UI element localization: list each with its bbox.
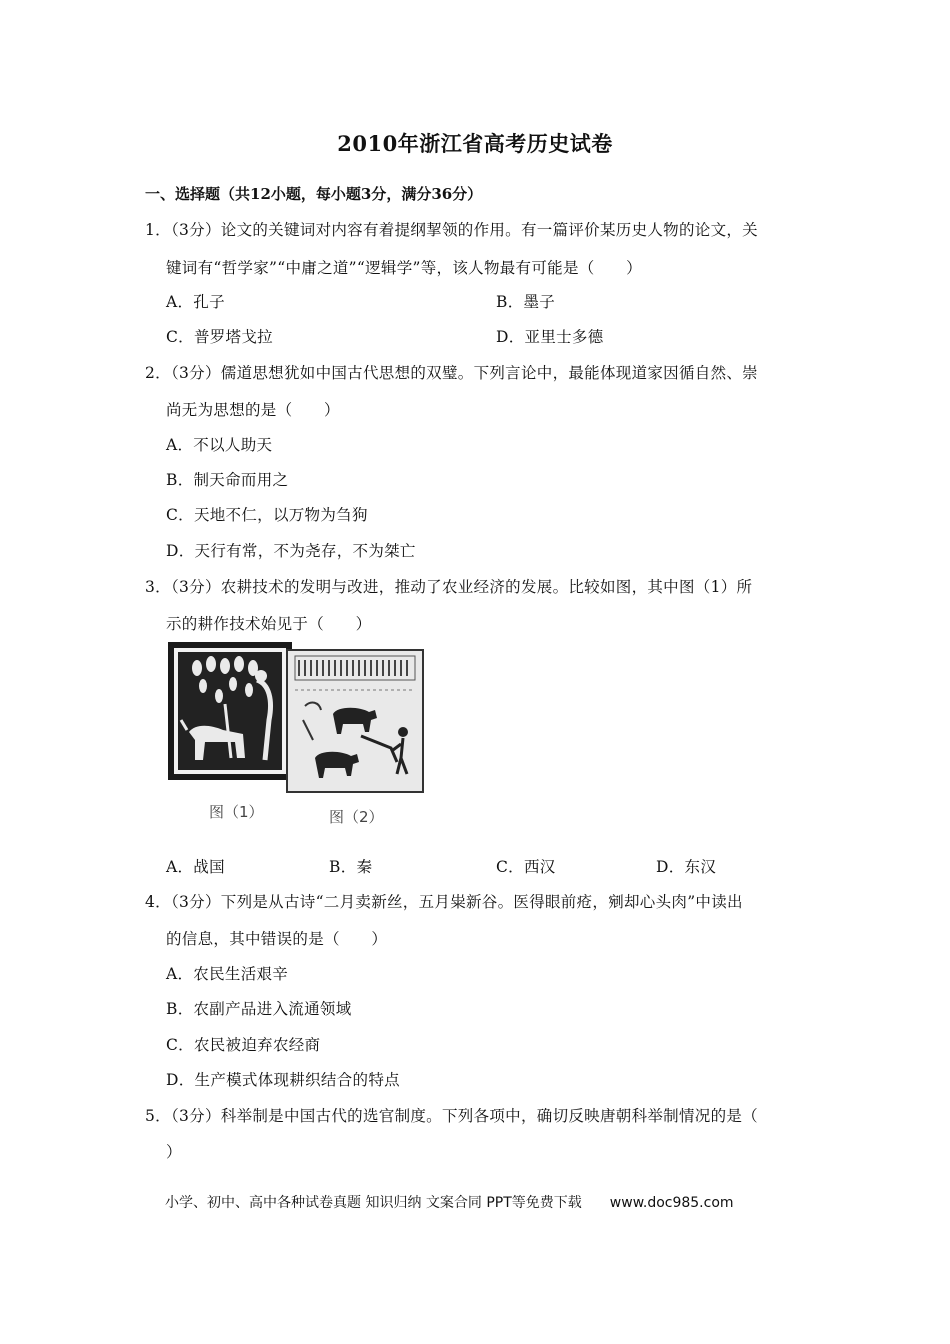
figure-2-image <box>287 650 423 792</box>
question-1-option-c: C．普罗塔戈拉 <box>166 328 273 346</box>
footer-site-link[interactable]: www.doc985.com <box>609 1195 734 1211</box>
question-3-option-a: A．战国 <box>166 858 225 876</box>
question-1-line-1: 1．（3分）论文的关键词对内容有着提纲挈领的作用。有一篇评价某历史人物的论文，关 <box>145 221 758 239</box>
question-4-option-b: B．农副产品进入流通领域 <box>166 1000 352 1018</box>
figure-1-image <box>168 642 292 780</box>
question-4-line-1: 4．（3分）下列是从古诗“二月卖新丝，五月粜新谷。医得眼前疮，剜却心头肉”中读出 <box>145 893 743 911</box>
question-2-line-2: 尚无为思想的是（ ） <box>166 401 340 419</box>
question-1-option-b: B．墨子 <box>496 293 556 311</box>
question-2-option-c: C．天地不仁，以万物为刍狗 <box>166 506 368 524</box>
footer-banner <box>165 1192 734 1212</box>
question-4-option-c: C．农民被迫弃农经商 <box>166 1036 321 1054</box>
question-4-line-2: 的信息，其中错误的是（ ） <box>166 930 388 948</box>
question-2-option-b: B．制天命而用之 <box>166 471 289 489</box>
figure-2-caption: 图（2） <box>329 808 384 826</box>
question-2-option-d: D．天行有常，不为尧存，不为桀亡 <box>166 542 416 560</box>
question-5-line-2: ） <box>166 1143 182 1161</box>
question-1-line-2: 键词有“哲学家”“中庸之道”“逻辑学”等，该人物最有可能是（ ） <box>166 259 642 277</box>
ox-plough-figure <box>165 640 430 835</box>
question-3-line-2: 示的耕作技术始见于（ ） <box>166 615 372 633</box>
question-4-option-d: D．生产模式体现耕织结合的特点 <box>166 1071 400 1089</box>
question-3-option-c: C．西汉 <box>496 858 556 876</box>
footer-text: 小学、初中、高中各种试卷真题 知识归纳 文案合同 PPT等免费下载 <box>165 1195 582 1211</box>
page-title: 2010年浙江省高考历史试卷 <box>337 131 613 156</box>
question-5-line-1: 5．（3分）科举制是中国古代的选官制度。下列各项中，确切反映唐朝科举制情况的是（ <box>145 1107 758 1125</box>
question-3-option-d: D．东汉 <box>656 858 717 876</box>
question-1-option-a: A．孔子 <box>166 293 225 311</box>
question-4-option-a: A．农民生活艰辛 <box>166 965 289 983</box>
question-3-line-1: 3．（3分）农耕技术的发明与改进，推动了农业经济的发展。比较如图，其中图（1）所 <box>145 578 753 596</box>
figure-1-caption: 图（1） <box>209 803 264 821</box>
question-3-option-b: B．秦 <box>329 858 373 876</box>
question-2-option-a: A．不以人助天 <box>166 436 273 454</box>
section-heading: 一、选择题（共12小题，每小题3分，满分36分） <box>145 185 483 203</box>
question-1-option-d: D．亚里士多德 <box>496 328 604 346</box>
question-2-line-1: 2．（3分）儒道思想犹如中国古代思想的双璧。下列言论中，最能体现道家因循自然、崇 <box>145 364 758 382</box>
